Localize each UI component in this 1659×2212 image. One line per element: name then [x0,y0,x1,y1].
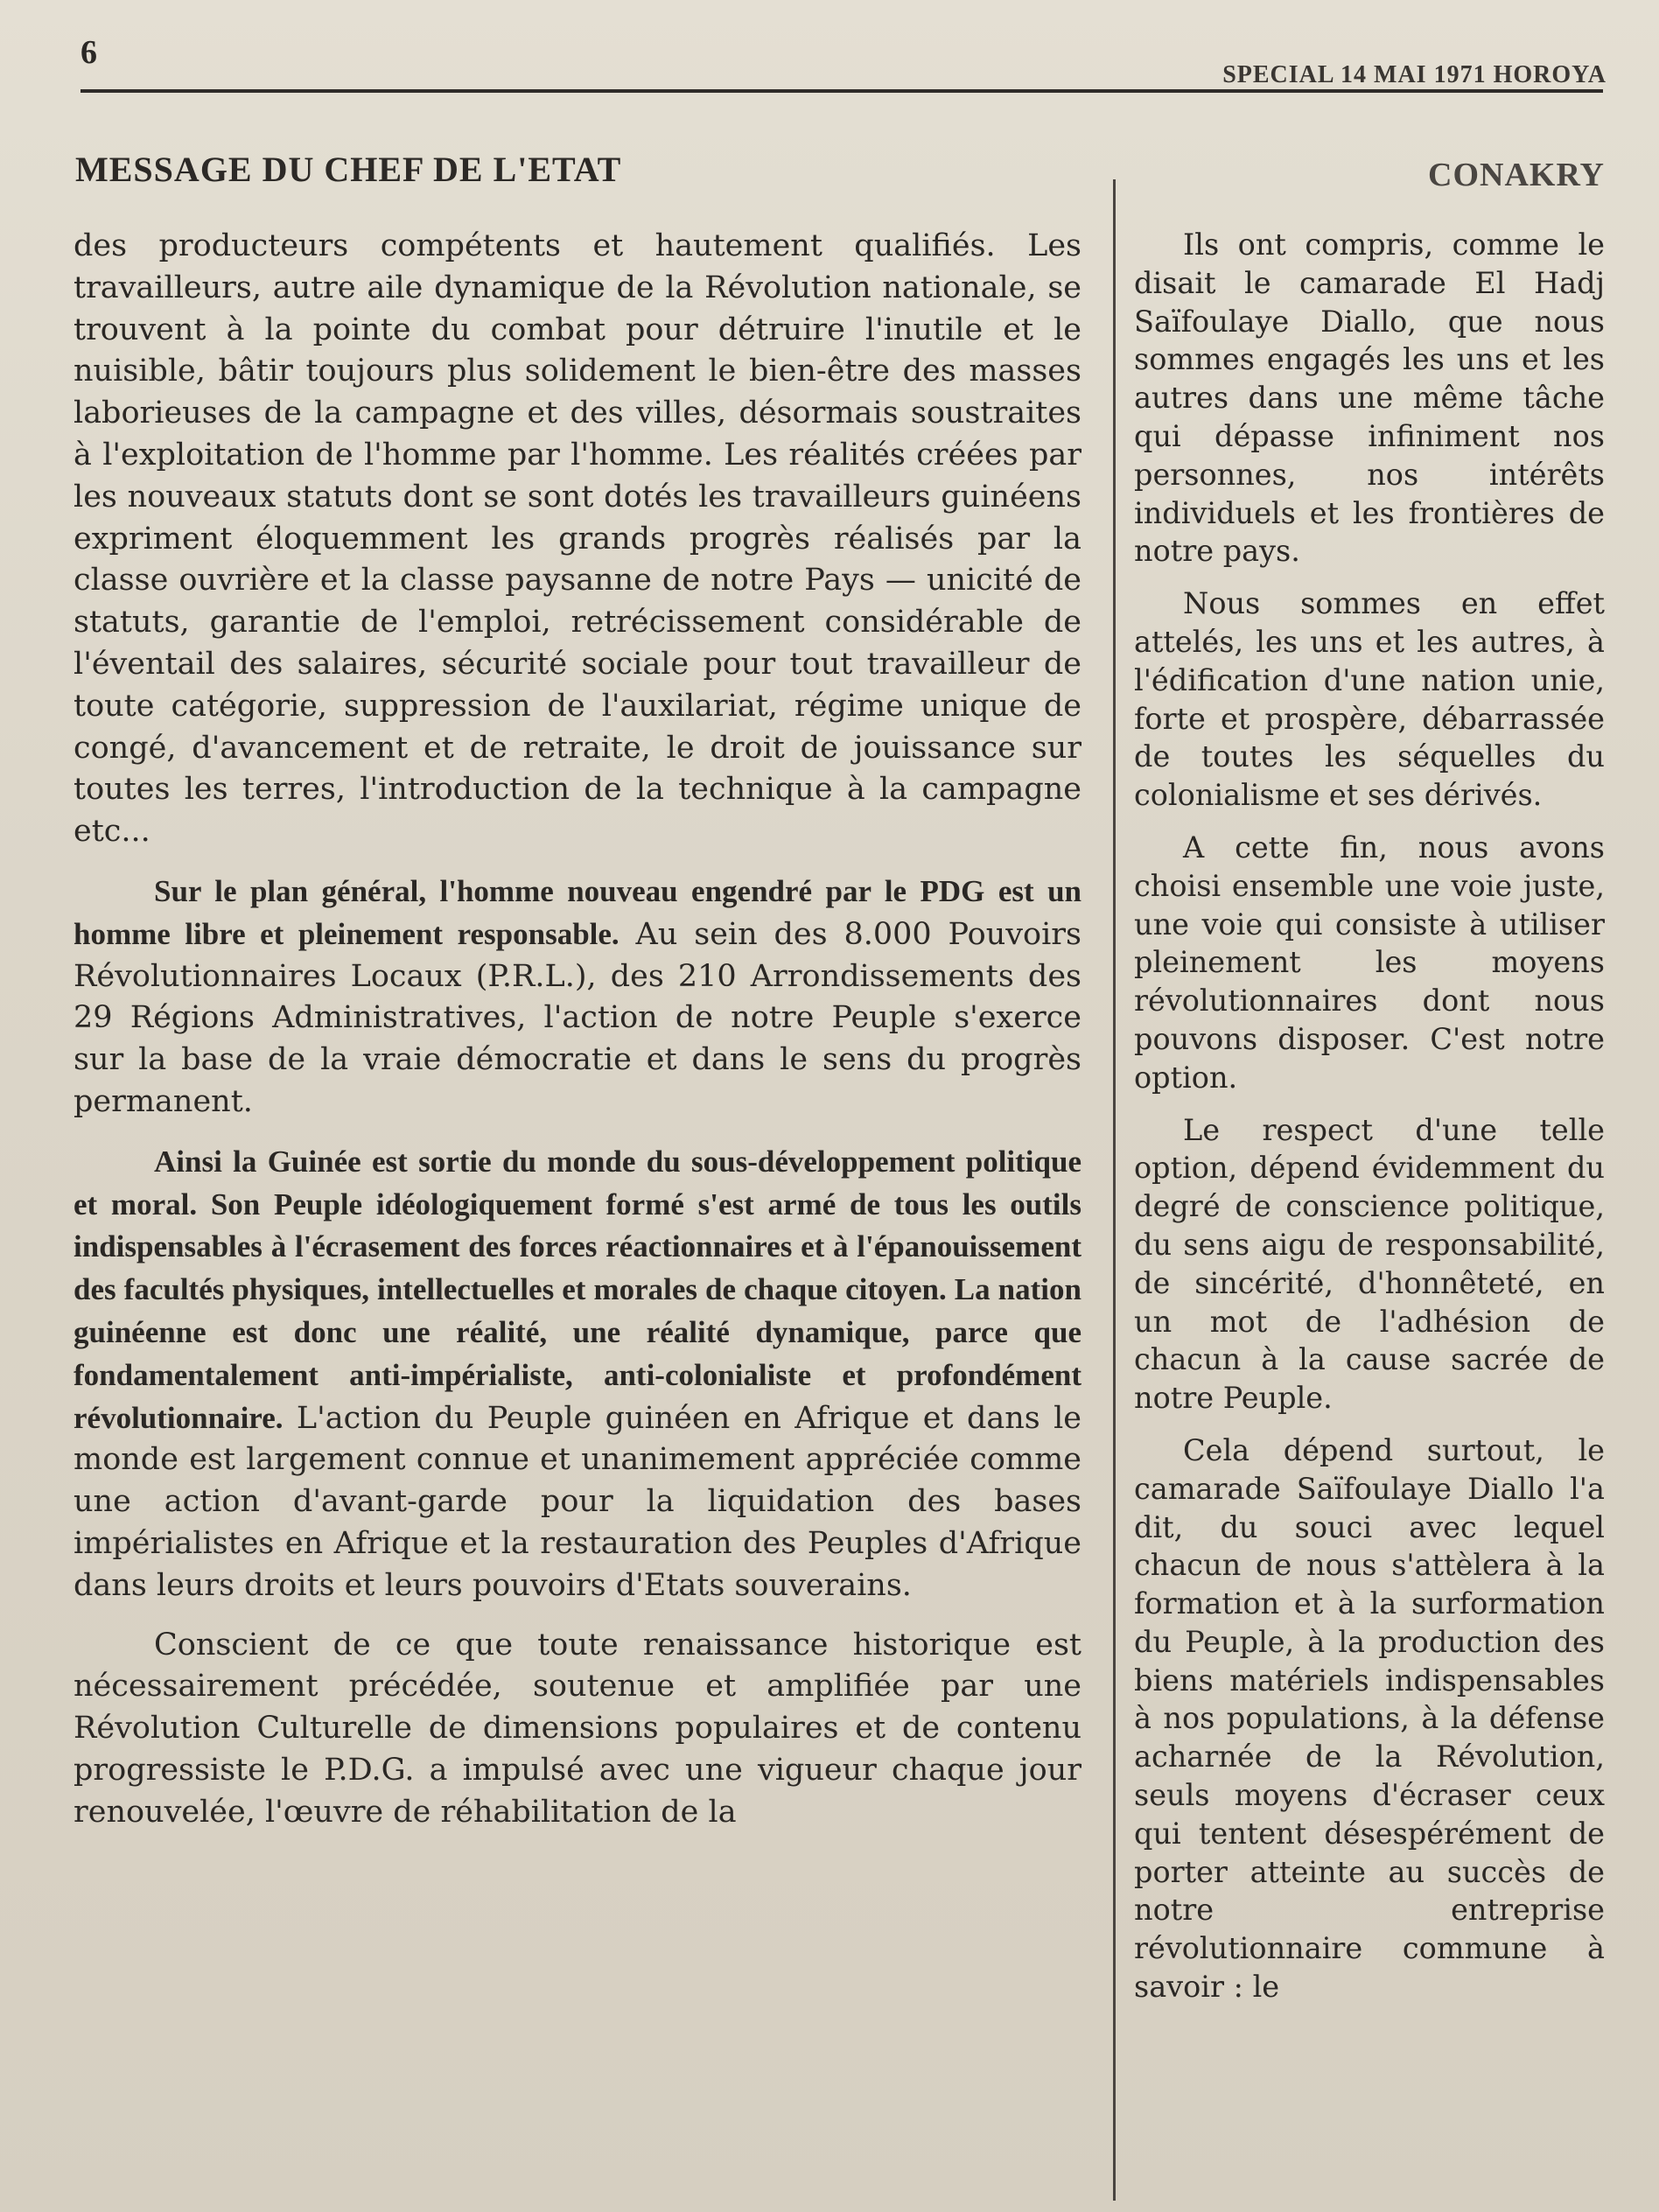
paragraph: Nous sommes en effet attelés, les uns et les autres, à l'édification d'une nation unie, forte et prospère, débarrassée de toutes les séquelles du colonialisme et ses dérivés. [1134,586,1605,813]
paragraph: des producteurs compétents et hautement qualifiés. Les travailleurs, autre aile dynamique de la Révolution nationale, se trouvent à la pointe du combat pour détruire l'inutile et le nuisible, bâtir toujours plus solidement le bien-être des masses laborieuses de la campagne et des villes, désormais soustraites à l'exploitation de l'homme par l'homme. Les réalités créées par les nouveaux statuts dont se sont dotés les travailleurs guinéens expriment éloquemment les grands progrès réalisés par la classe ouvrière et la classe paysanne de notre Pays — unicité de statuts, garantie de l'emploi, retrécissement considérable de l'éventail des salaires, sécurité sociale pour tout travailleur de toute catégorie, suppression de l'auxilariat, régime unique de congé, d'avancement et de retraite, le droit de jouissance sur toutes les terres, l'introduction de la technique à la campagne etc... [74,228,1082,850]
paragraph: Cela dépend surtout, le camarade Saïfoulaye Diallo l'a dit, du souci avec lequel chacun de nous s'attèlera à la formation et à la surformation du Peuple, à la production des biens matériels indispensables à nos populations, à la défense acharnée de la Révolution, seuls moyens d'écraser ceux qui tentent désespérément de porter atteinte au succès de notre entreprise révolutionnaire commune à savoir : le [1134,1432,1605,2005]
paragraph: Conscient de ce que toute renaissance historique est nécessairement précédée, soutenue et amplifiée par une Révolution Culturelle de dimensions populaires et de contenu progressiste le P.D.G. a impulsé avec une vigueur chaque jour renouvelée, l'œuvre de réhabilitation de la [74,1627,1082,1830]
paragraph: Le respect d'une telle option, dépend évidemment du degré de conscience politique, du sens aigu de responsabilité, de sincérité, d'honnêteté, en un mot de l'adhésion de chacun à la cause sacrée de notre Peuple. [1134,1112,1605,1416]
issue-header: SPECIAL 14 MAI 1971 HOROYA [1222,61,1606,88]
paragraph [74,871,1082,1124]
paragraph-text: L'action du Peuple guinéen en Afrique et dans le monde est largement connue et unanimement appréciée comme une action d'avant-garde pour la liquidation des bases impérialistes en Afrique et la restauration des Peuples d'Afrique dans leurs droits et leurs pouvoirs d'Etats souverains. [74,1400,1082,1603]
left-column [74,226,1082,1851]
bold-lead: Sur le plan général, l'homme nouveau engendré par le PDG est un homme libre et pleinement responsable. [74,873,1082,951]
paragraph-text: Au sein des 8.000 Pouvoirs Révolutionnaires Locaux (P.R.L.), des 210 Arrondissements des 29 Régions Administratives, l'action de notre Peuple s'exerce sur la base de la vraie démocratie et dans le sens du progrès permanent. [74,916,1082,1119]
header-rule [80,89,1603,93]
section-title: MESSAGE DU CHEF DE L'ETAT [75,150,622,189]
paragraph: A cette fin, nous avons choisi ensemble une voie juste, une voie qui consiste à utiliser pleinement les moyens révolutionnaires dont nous pouvons disposer. C'est notre option. [1134,830,1605,1095]
dateline-city: CONAKRY [1428,157,1605,193]
paragraph [74,1141,1082,1607]
bold-lead: Ainsi la Guinée est sortie du monde du sous-développement politique et moral. Son Peuple idéologiquement formé s'est armé de tous les outils indispensables à l'écrasement des forces réactionnaires et à l'épanouissement des facultés physiques, intellectuelles et morales de chaque citoyen. La nation guinéenne est donc une réalité, une réalité dynamique, parce que fondamentalement anti-impérialiste, anti-colonialiste et profondément révolutionnaire. [74,1144,1082,1435]
paragraph: Ils ont compris, comme le disait le camarade El Hadj Saïfoulaye Diallo, que nous sommes engagés les uns et les autres dans une même tâche qui dépasse infiniment nos personnes, nos intérêts individuels et les frontières de notre pays. [1134,228,1605,569]
right-column [1134,226,1605,2020]
page-number: 6 [80,34,97,71]
column-divider [1113,179,1116,2201]
